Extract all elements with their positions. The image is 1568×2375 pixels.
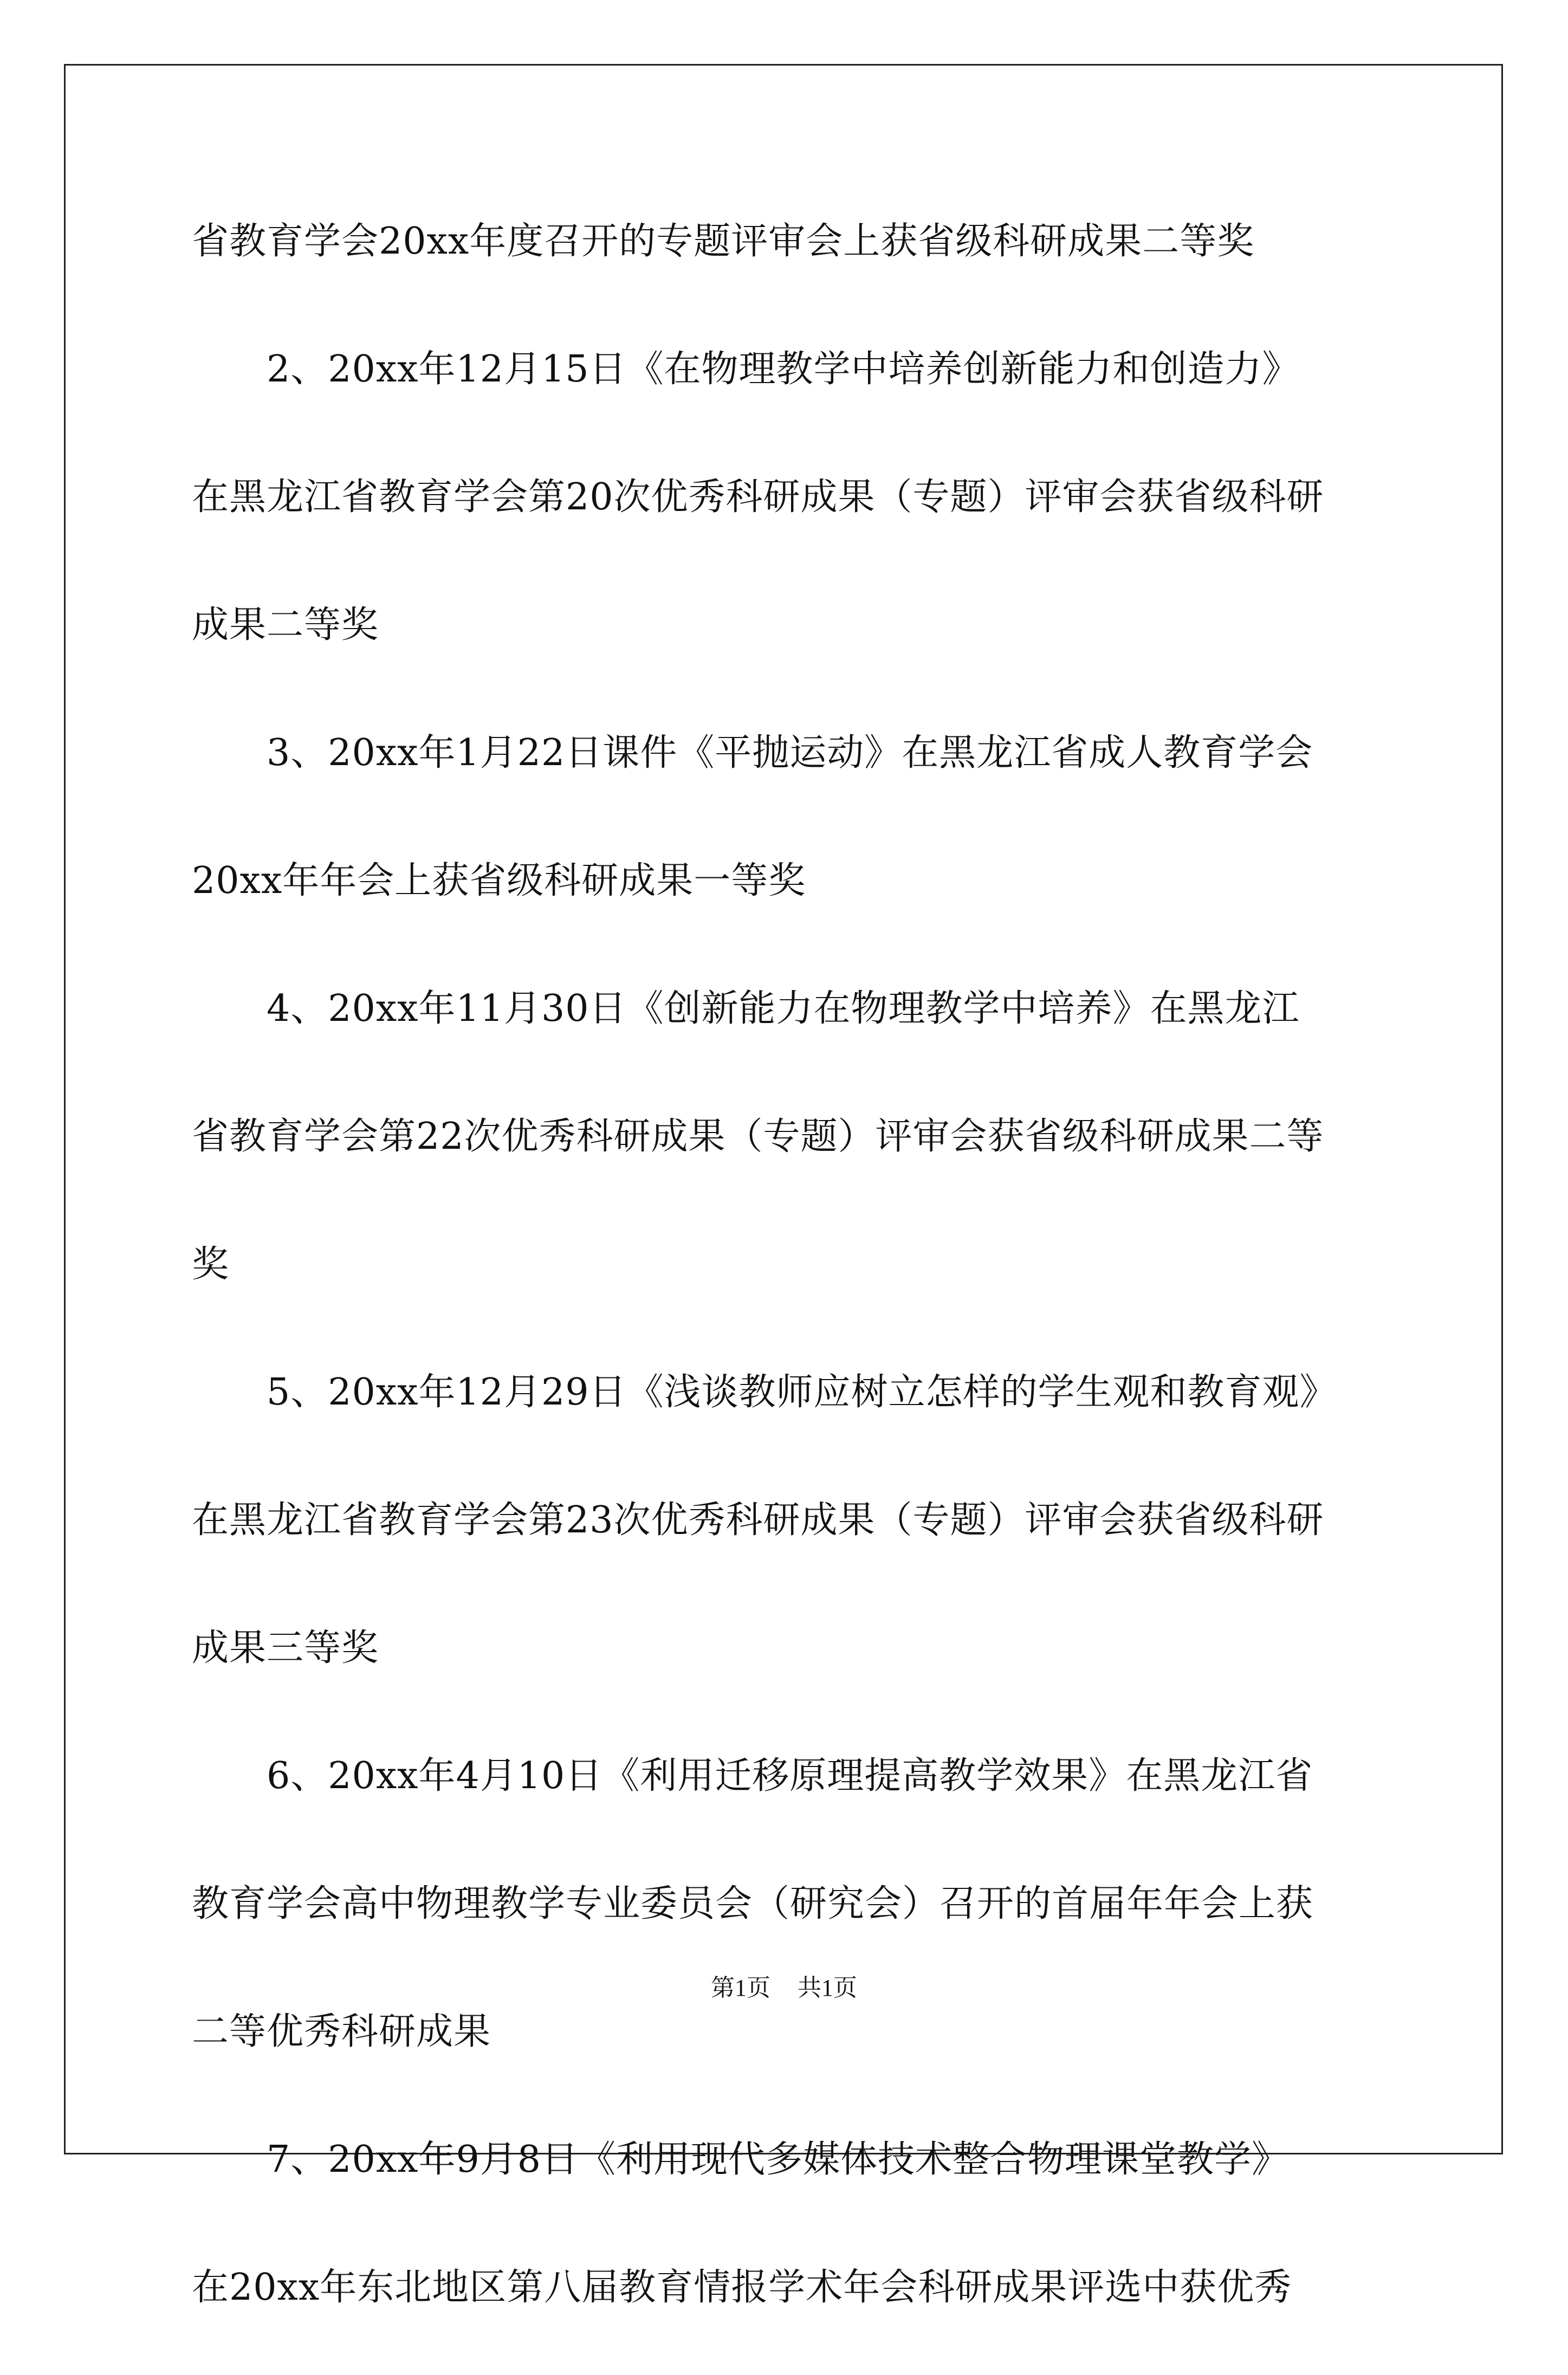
page-footer [0, 1968, 1568, 2003]
text-line: 在20xx年东北地区第八届教育情报学术年会科研成果评选中获优秀 [192, 2266, 1292, 2309]
page-total: 共1页 [798, 1975, 857, 2001]
text-line: 20xx年年会上获省级科研成果一等奖 [192, 859, 806, 902]
text-line: 5、20xx年12月29日《浅谈教师应树立怎样的学生观和教育观》 [267, 1371, 1337, 1414]
page-number: 第1页 [711, 1975, 770, 2001]
text-line: 省教育学会20xx年度召开的专题评审会上获省级科研成果二等奖 [192, 220, 1255, 263]
text-line: 6、20xx年4月10日《利用迁移原理提高教学效果》在黑龙江省 [267, 1755, 1313, 1797]
text-line: 成果二等奖 [192, 604, 379, 646]
text-line: 省教育学会第22次优秀科研成果（专题）评审会获省级科研成果二等 [192, 1115, 1324, 1158]
text-line: 4、20xx年11月30日《创新能力在物理教学中培养》在黑龙江 [267, 987, 1300, 1030]
text-line: 成果三等奖 [192, 1627, 379, 1669]
text-line: 2、20xx年12月15日《在物理教学中培养创新能力和创造力》 [267, 348, 1300, 391]
text-line: 奖 [192, 1243, 230, 1286]
text-line: 3、20xx年1月22日课件《平抛运动》在黑龙江省成人教育学会 [267, 732, 1313, 774]
text-line: 二等优秀科研成果 [192, 2010, 491, 2053]
text-line: 在黑龙江省教育学会第20次优秀科研成果（专题）评审会获省级科研 [192, 476, 1324, 519]
text-line: 教育学会高中物理教学专业委员会（研究会）召开的首届年年会上获 [192, 1882, 1314, 1925]
text-line: 在黑龙江省教育学会第23次优秀科研成果（专题）评审会获省级科研 [192, 1499, 1324, 1542]
text-line: 7、20xx年9月8日《利用现代多媒体技术整合物理课堂教学》 [267, 2138, 1290, 2181]
document-body [192, 201, 1373, 2375]
